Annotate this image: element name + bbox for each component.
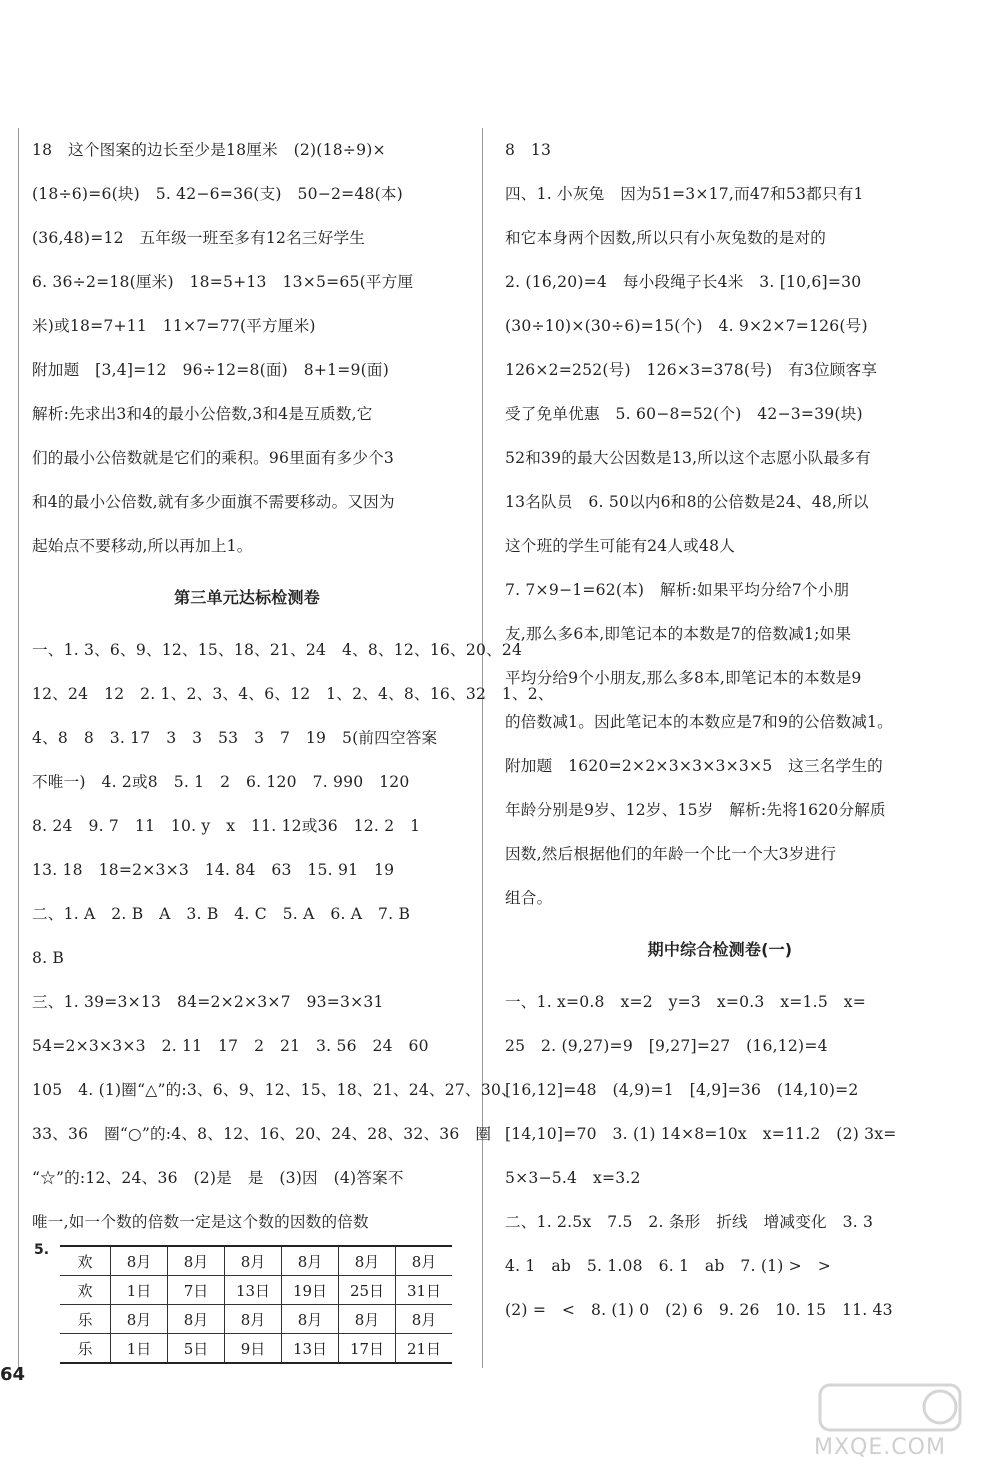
watermark-text: MXQE.COM	[814, 1435, 946, 1460]
table-cell: 5日	[168, 1334, 225, 1364]
text-line: (2) = < 8. (1) 0 (2) 6 9. 26 10. 15 11. 43	[505, 1301, 893, 1319]
text-line: 因数,然后根据他们的年龄一个比一个大3岁进行	[505, 845, 837, 863]
table-cell: 8月	[111, 1246, 168, 1276]
text-line: 4. 1 ab 5. 1.08 6. 1 ab 7. (1) > >	[505, 1257, 831, 1275]
text-line: 四、1. 小灰兔 因为51=3×17,而47和53都只有1	[505, 185, 864, 203]
watermark-logo	[800, 1380, 980, 1460]
text-line: 13名队员 6. 50以内6和8的公倍数是24、48,所以	[505, 493, 869, 511]
left-margin-line	[18, 128, 19, 1368]
table-row	[60, 1305, 452, 1334]
text-line: 附加题 1620=2×2×3×3×3×3×5 这三名学生的	[505, 757, 883, 775]
text-line: 18 这个图案的边长至少是18厘米 (2)(18÷9)×	[32, 141, 386, 159]
text-line: 这个班的学生可能有24人或48人	[505, 537, 736, 555]
text-line: 友,那么多6本,即笔记本的本数是7的倍数减1;如果	[505, 625, 852, 643]
section-title-unit3: 第三单元达标检测卷	[174, 588, 320, 607]
text-line: 12、24 12 2. 1、2、3、4、6、12 1、2、4、8、16、32 1、2、	[32, 685, 554, 703]
table-row	[60, 1334, 452, 1364]
table-cell: 8月	[225, 1246, 282, 1276]
watermark-icon	[800, 1380, 980, 1440]
right-top-block	[505, 128, 935, 920]
text-line: 的倍数减1。因此笔记本的本数应是7和9的公倍数减1。	[505, 713, 893, 731]
table-cell: 乐	[60, 1305, 111, 1334]
table-row	[60, 1246, 452, 1276]
text-line: 和4的最小公倍数,就有多少面旗不需要移动。又因为	[32, 493, 395, 511]
table-cell: 21日	[396, 1334, 453, 1364]
text-line: 二、1. A 2. B A 3. B 4. C 5. A 6. A 7. B	[32, 905, 411, 923]
text-line: 们的最小公倍数就是它们的乘积。96里面有多少个3	[32, 449, 395, 467]
table-cell: 9日	[225, 1334, 282, 1364]
text-line: 54=2×3×3×3 2. 11 17 2 21 3. 56 24 60	[32, 1037, 429, 1055]
text-line: 受了免单优惠 5. 60−8=52(个) 42−3=39(块)	[505, 405, 863, 423]
text-line: “☆”的:12、24、36 (2)是 是 (3)因 (4)答案不	[32, 1169, 404, 1187]
text-line: (30÷10)×(30÷6)=15(个) 4. 9×2×7=126(号)	[505, 317, 868, 335]
table-cell: 17日	[339, 1334, 396, 1364]
right-column	[505, 128, 935, 1332]
table-cell: 1日	[111, 1276, 168, 1305]
right-section-block	[505, 980, 935, 1332]
column-divider	[482, 128, 483, 1368]
text-line: 105 4. (1)圈“△”的:3、6、9、12、15、18、21、24、27、30、	[32, 1081, 517, 1099]
text-line: 一、1. x=0.8 x=2 y=3 x=0.3 x=1.5 x=	[505, 993, 867, 1011]
text-line: 起始点不要移动,所以再加上1。	[32, 537, 253, 555]
table-cell: 13日	[225, 1276, 282, 1305]
text-line: 和它本身两个因数,所以只有小灰兔数的是对的	[505, 229, 827, 247]
text-line: 二、1. 2.5x 7.5 2. 条形 折线 增减变化 3. 3	[505, 1213, 874, 1231]
text-line: 三、1. 39=3×13 84=2×2×3×7 93=3×31	[32, 993, 384, 1011]
table-row	[60, 1276, 452, 1305]
page-number: 64	[0, 1364, 26, 1385]
text-line: 米)或18=7+11 11×7=77(平方厘米)	[32, 317, 316, 335]
left-top-block	[32, 128, 462, 568]
text-line: 2. (16,20)=4 每小段绳子长4米 3. [10,6]=30	[505, 273, 862, 291]
text-line: 5×3−5.4 x=3.2	[505, 1169, 641, 1187]
text-line: 7. 7×9−1=62(本) 解析:如果平均分给7个小朋	[505, 581, 850, 599]
table-cell: 1日	[111, 1334, 168, 1364]
table-cell: 25日	[339, 1276, 396, 1305]
text-line: 不唯一) 4. 2或8 5. 1 2 6. 120 7. 990 120	[32, 773, 410, 791]
text-line: 4、8 8 3. 17 3 3 53 3 7 19 5(前四空答案	[32, 729, 438, 747]
text-line: 25 2. (9,27)=9 [9,27]=27 (16,12)=4	[505, 1037, 828, 1055]
table-cell: 8月	[339, 1305, 396, 1334]
section-title-midterm: 期中综合检测卷(一)	[647, 940, 793, 959]
table-cell: 8月	[282, 1305, 339, 1334]
text-line: 年龄分别是9岁、12岁、15岁 解析:先将1620分解质	[505, 801, 886, 819]
text-line: 6. 36÷2=18(厘米) 18=5+13 13×5=65(平方厘	[32, 273, 414, 291]
table-cell: 欢	[60, 1246, 111, 1276]
calendar-table	[60, 1245, 452, 1364]
table-cell: 8月	[339, 1246, 396, 1276]
table-cell: 8月	[396, 1305, 453, 1334]
text-line: 附加题 [3,4]=12 96÷12=8(面) 8+1=9(面)	[32, 361, 389, 379]
text-line: 33、36 圈“○”的:4、8、12、16、20、24、28、32、36 圈	[32, 1125, 492, 1143]
table-cell: 13日	[282, 1334, 339, 1364]
text-line: 唯一,如一个数的倍数一定是这个数的因数的倍数	[32, 1213, 369, 1231]
table-cell: 7日	[168, 1276, 225, 1305]
table-cell: 8月	[225, 1305, 282, 1334]
table-cell: 8月	[168, 1305, 225, 1334]
table-cell: 乐	[60, 1334, 111, 1364]
text-line: 13. 18 18=2×3×3 14. 84 63 15. 91 19	[32, 861, 395, 879]
text-line: [16,12]=48 (4,9)=1 [4,9]=36 (14,10)=2	[505, 1081, 859, 1099]
text-line: [14,10]=70 3. (1) 14×8=10x x=11.2 (2) 3x=	[505, 1125, 897, 1143]
text-line: (18÷6)=6(块) 5. 42−6=36(支) 50−2=48(本)	[32, 185, 403, 203]
text-line: 52和39的最大公因数是13,所以这个志愿小队最多有	[505, 449, 871, 467]
text-line: (36,48)=12 五年级一班至多有12名三好学生	[32, 229, 366, 247]
text-line: 解析:先求出3和4的最小公倍数,3和4是互质数,它	[32, 405, 373, 423]
text-line: 8 13	[505, 141, 552, 159]
text-line: 平均分给9个小朋友,那么多8本,即笔记本的本数是9	[505, 669, 862, 687]
text-line: 一、1. 3、6、9、12、15、18、21、24 4、8、12、16、20、24	[32, 641, 523, 659]
table-cell: 8月	[396, 1246, 453, 1276]
table-cell: 19日	[282, 1276, 339, 1305]
table-cell: 31日	[396, 1276, 453, 1305]
table-cell: 8月	[168, 1246, 225, 1276]
table-question-number: 5.	[34, 1242, 50, 1258]
table-cell: 8月	[111, 1305, 168, 1334]
table-cell: 8月	[282, 1246, 339, 1276]
text-line: 组合。	[505, 889, 553, 907]
text-line: 126×2=252(号) 126×3=378(号) 有3位顾客享	[505, 361, 878, 379]
table-cell: 欢	[60, 1276, 111, 1305]
text-line: 8. B	[32, 949, 65, 967]
text-line: 8. 24 9. 7 11 10. y x 11. 12或36 12. 2 1	[32, 817, 421, 835]
